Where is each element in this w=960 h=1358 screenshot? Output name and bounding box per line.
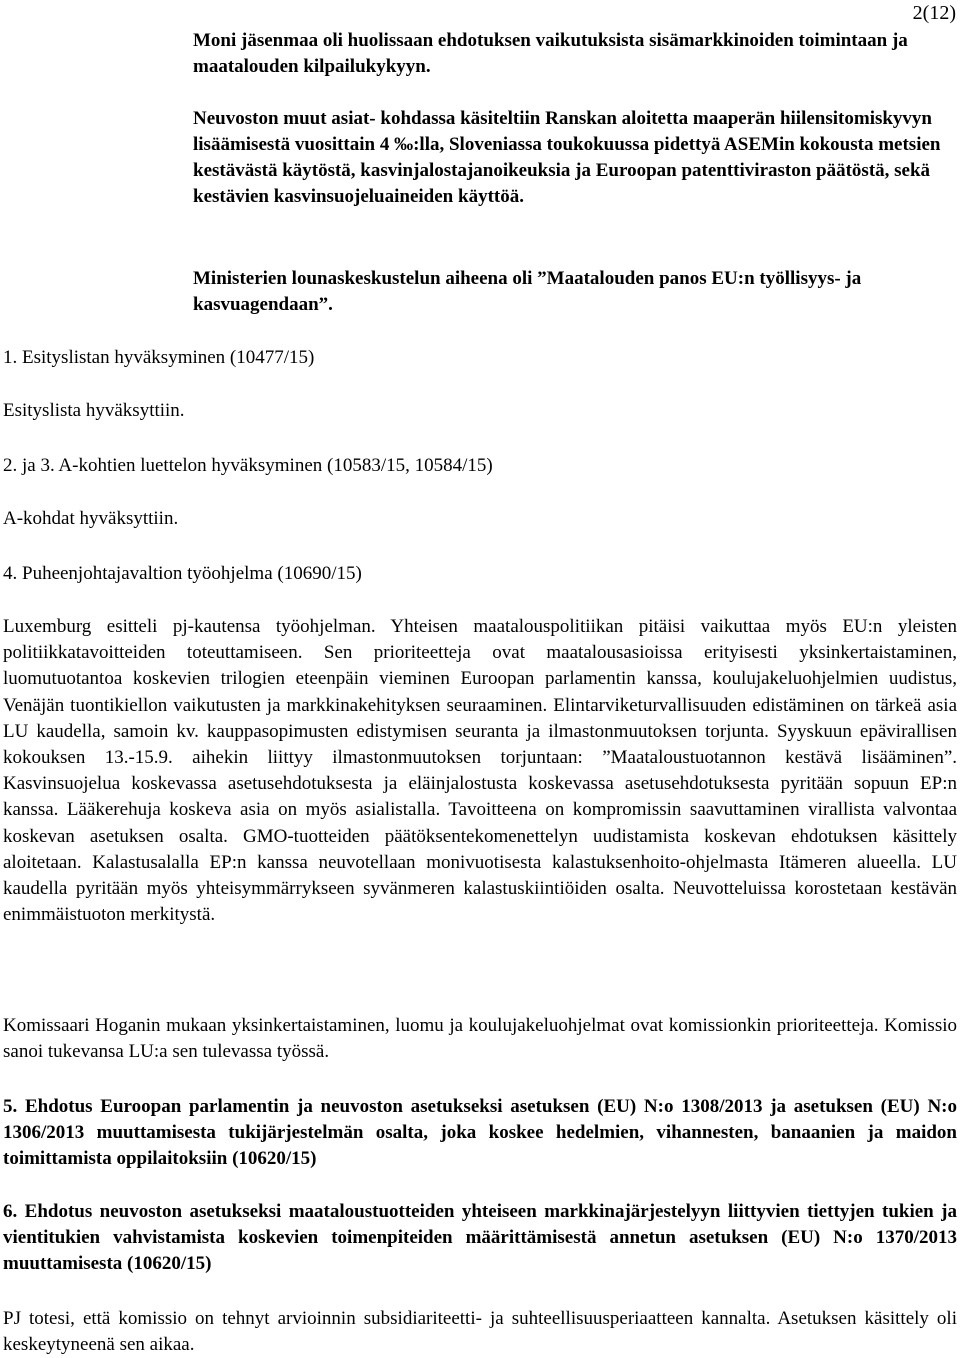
- intro-paragraph-2: Neuvoston muut asiat- kohdassa käsiteltiin Ranskan aloitetta maaperän hiilensitomiskyvyn lisäämisestä vuosittain 4 ‰:lla, Sloveniassa toukokuussa pidettyä ASEMin kokousta metsien kestävästä käytöstä, kasvinjalostajanoikeuksia ja Euroopan patenttiviraston päätöstä, sekä kestävien kasvinsuojeluaineiden käyttöä.: [193, 108, 941, 207]
- intro-paragraph-1: Moni jäsenmaa oli huolissaan ehdotuksen vaikutuksista sisämarkkinoiden toimintaan ja maatalouden kilpailukykyyn.: [193, 30, 908, 77]
- item23-text: A-kohdat hyväksyttiin.: [3, 508, 179, 529]
- item1-text: Esityslista hyväksyttiin.: [3, 400, 185, 421]
- intro-paragraph-3: Ministerien lounaskeskustelun aiheena oli ”Maatalouden panos EU:n työllisyys- ja kasvuagendaan”.: [193, 268, 862, 315]
- item4-paragraph-2: Komissaari Hoganin mukaan yksinkertaistaminen, luomu ja koulujakeluohjelmat ovat komissionkin prioriteetteja. Komissio sanoi tukevansa LU:a sen tulevassa työssä.: [3, 1015, 957, 1062]
- item5-heading: 5. Ehdotus Euroopan parlamentin ja neuvoston asetukseksi asetuksen (EU) N:o 1308/2013 ja asetuksen (EU) N:o 1306/2013 muuttamisesta tukijärjestelmän osalta, joka koskee hedelmien, vihannesten, banaanien ja maidon toimittamista oppilaitoksiin (10620/15): [3, 1096, 957, 1169]
- page-number: 2(12): [912, 2, 956, 24]
- item4-heading: 4. Puheenjohtajavaltion työohjelma (10690/15): [3, 563, 362, 584]
- item6-text: PJ totesi, että komissio on tehnyt arvioinnin subsidiariteetti- ja suhteellisuusperiaatteen kannalta. Asetuksen käsittely oli keskeytyneenä sen aikaa.: [3, 1308, 957, 1355]
- item23-heading: 2. ja 3. A-kohtien luettelon hyväksyminen (10583/15, 10584/15): [3, 455, 493, 476]
- item1-heading: 1. Esityslistan hyväksyminen (10477/15): [3, 347, 315, 368]
- item6-heading: 6. Ehdotus neuvoston asetukseksi maataloustuotteiden yhteiseen markkinajärjestelyyn liittyvien tiettyjen tukien ja vientitukien vahvistamista koskevien toimenpiteiden määrittämisestä annetun asetuksen (EU) N:o 1370/2013 muuttamisesta (10620/15): [3, 1201, 957, 1274]
- item4-paragraph-1: Luxemburg esitteli pj-kautensa työohjelman. Yhteisen maatalouspolitiikan pitäisi vaikuttaa myös EU:n yleisten politiikkatavoitteiden toteuttamiseen. Sen prioriteetteja ovat maatalousasioissa erityisesti yksinkertaistaminen, luomutuotantoa koskevien trilogien eteenpäin vieminen Euroopan parlamentin kanssa, koulujakeluohjelmien uudistus, Venäjän tuontikiellon vaikutusten ja markkinakehityksen seuraaminen. Elintarviketurvallisuuden edistäminen on tärkeä asia LU kaudella, samoin kv. kauppasopimusten edistymisen seuranta ja ilmastonmuutoksen torjunta. Syyskuun epävirallisen kokouksen 13.-15.9. aihekin liittyy ilmastonmuutoksen torjuntaan: ”Maataloustuotannon kestävä lisääminen”. Kasvinsuojelua koskevassa asetusehdotuksesta ja eläinjalostusta koskevassa asetusehdotuksesta pyritään sopuun EP:n kanssa. Lääkerehuja koskeva asia on myös asialistalla. Tavoitteena on kompromissin saavuttaminen virallista valvontaa koskevan asetuksen osalta. GMO-tuotteiden päätöksentekomenettelyn uudistamista koskevan ehdotuksen käsittely aloitetaan. Kalastusalalla EP:n kanssa neuvotellaan monivuotisesta kalastuksenhoito-ohjelmasta Itämeren alueella. LU kaudella pyritään myös yhteisymmärrykseen syvänmeren kalastuskiintiöiden osalta. Neuvotteluissa korostetaan kestävän enimmäistuoton merkitystä.: [3, 616, 957, 926]
